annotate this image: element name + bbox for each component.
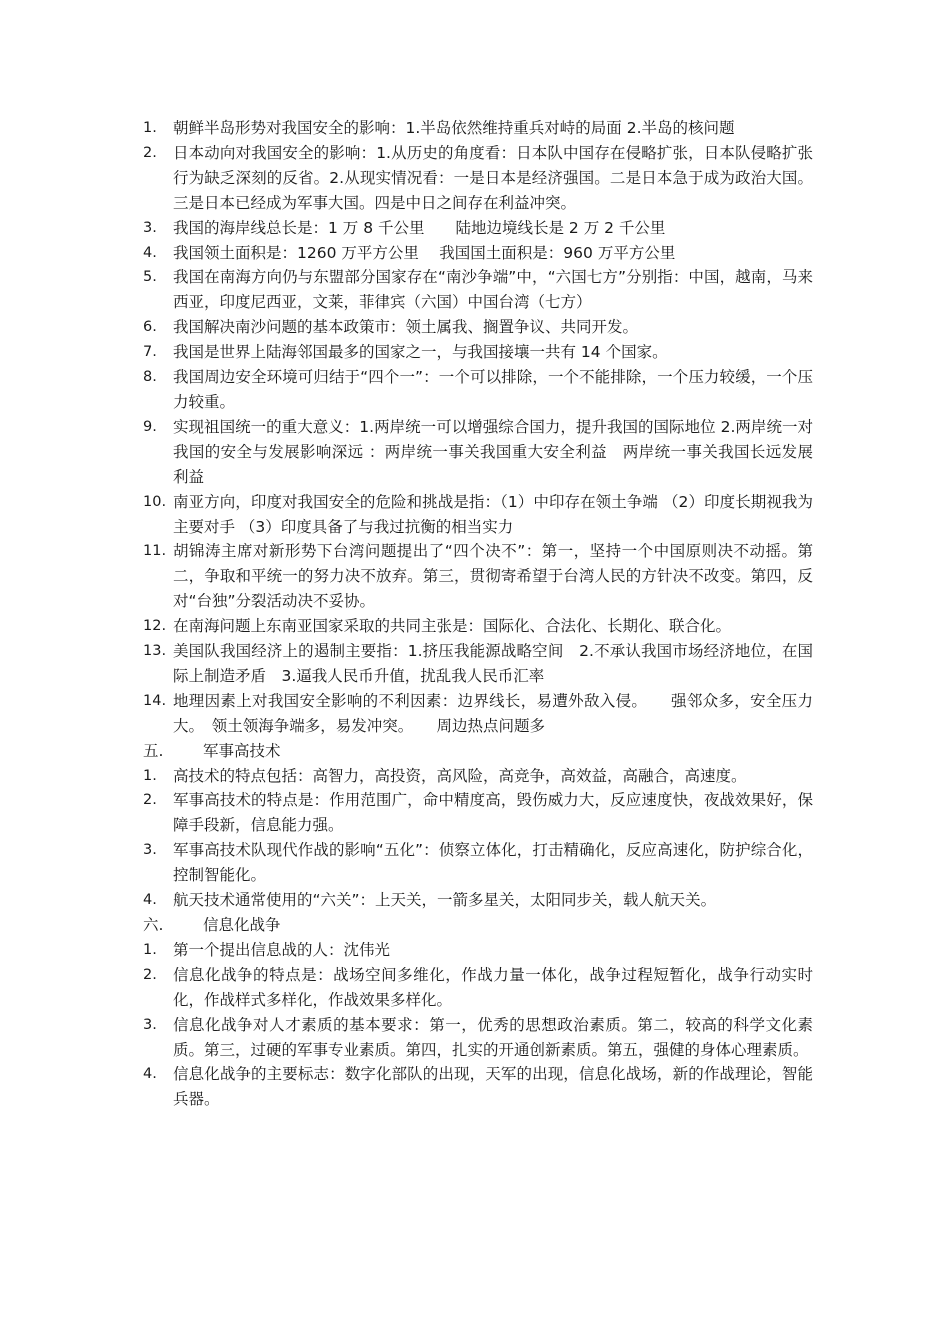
item-text: 信息化战争的特点是：战场空间多维化，作战力量一体化，战争过程短暂化，战争行动实时化，作战样式多样化，作战效果多样化。: [173, 965, 813, 1009]
item-number: 6.: [143, 319, 157, 336]
list-item: [143, 539, 813, 614]
item-text: 信息化战争的主要标志：数字化部队的出现，天军的出现，信息化战场，新的作战理论，智能兵器。: [173, 1065, 813, 1109]
item-number: 3.: [143, 842, 157, 859]
list-item: [143, 141, 813, 216]
item-number: 3.: [143, 219, 157, 236]
item-text: 高技术的特点包括：高智力，高投资，高风险，高竞争，高效益，高融合，高速度。: [173, 766, 747, 785]
item-number: 9.: [143, 418, 157, 435]
item-text: 我国的海岸线总长是：1 万 8 千公里 陆地边境线长是 2 万 2 千公里: [173, 218, 666, 237]
item-text: 南亚方向，印度对我国安全的危险和挑战是指：（1）中印存在领土争端 （2）印度长期视我为主要对手 （3）印度具备了与我过抗衡的相当实力: [173, 492, 813, 536]
item-number: 8.: [143, 369, 157, 386]
item-text: 我国周边安全环境可归结于“四个一”：一个可以排除，一个不能排除，一个压力较缓，一个压力较重。: [173, 368, 813, 411]
item-number: 4.: [143, 1066, 157, 1083]
item-text: 信息化战争对人才素质的基本要求：第一，优秀的思想政治素质。第二，较高的科学文化素质。第三，过硬的军事专业素质。第四，扎实的开通创新素质。第五，强健的身体心理素质。: [173, 1015, 813, 1059]
list-item: [143, 1062, 813, 1112]
item-number: 12.: [143, 618, 167, 635]
item-number: 1.: [143, 767, 157, 784]
item-text: 实现祖国统一的重大意义：1.两岸统一可以增强综合国力，提升我国的国际地位 2.两岸统一对我国的安全与发展影响深远 ：两岸统一事关我国重大安全利益 两岸统一事关我国长远发展利益: [173, 417, 813, 486]
list-item: [143, 938, 813, 963]
list-item: [143, 764, 813, 789]
item-number: 11.: [143, 543, 167, 560]
list-item: [143, 216, 813, 241]
list-item: [143, 788, 813, 838]
item-number: 4.: [143, 892, 157, 909]
item-number: 1.: [143, 941, 157, 958]
item-text: 朝鲜半岛形势对我国安全的影响：1.半岛依然维持重兵对峙的局面 2.半岛的核问题: [173, 119, 735, 137]
item-text: 美国队我国经济上的遏制主要指：1.挤压我能源战略空间 2.不承认我国市场经济地位，在国际上制造矛盾 3.逼我人民币升值，扰乱我人民币汇率: [173, 642, 813, 685]
item-number: 14.: [143, 692, 167, 709]
list-item: [143, 241, 813, 266]
list-item: [143, 490, 813, 540]
document-body: [143, 116, 813, 1112]
section-title: 军事高技术: [203, 741, 281, 760]
list-item: [143, 116, 813, 141]
item-number: 2.: [143, 144, 157, 161]
item-text: 在南海问题上东南亚国家采取的共同主张是：国际化、合法化、长期化、联合化。: [173, 617, 732, 636]
item-text: 军事高技术队现代作战的影响“五化”：侦察立体化，打击精确化，反应高速化，防护综合化，控制智能化。: [173, 841, 813, 885]
item-text: 我国在南海方向仍与东盟部分国家存在“南沙争端”中，“六国七方”分别指：中国，越南，马来西亚，印度尼西亚，文莱，菲律宾（六国）中国台湾（七方）: [173, 268, 813, 312]
list-item: [143, 614, 813, 639]
item-number: 10.: [143, 493, 167, 510]
list-item: [143, 265, 813, 315]
item-text: 第一个提出信息战的人：沈伟光: [173, 940, 391, 959]
section-number: 五.: [143, 741, 164, 760]
list-item: [143, 1013, 813, 1063]
item-text: 我国解决南沙问题的基本政策市：领土属我、搁置争议、共同开发。: [173, 318, 639, 337]
list-item: [143, 838, 813, 888]
section-title: 信息化战争: [203, 916, 281, 934]
list-item: [143, 689, 813, 739]
item-number: 3.: [143, 1016, 157, 1033]
item-text: 日本动向对我国安全的影响：1.从历史的角度看：日本队中国存在侵略扩张，日本队侵略扩张行为缺乏深刻的反省。2.从现实情况看：一是日本是经济强国。二是日本急于成为政治大国。三是日本已经成为军事大国。四是中日之间存在利益冲突。: [173, 143, 813, 212]
item-number: 4.: [143, 244, 157, 261]
list-item: [143, 639, 813, 689]
list-item: [143, 365, 813, 415]
item-number: 2.: [143, 792, 157, 809]
section-heading-six: [143, 913, 813, 938]
item-number: 13.: [143, 643, 167, 660]
item-text: 航天技术通常使用的“六关”：上天关，一箭多星关，太阳同步关，载人航天关。: [173, 891, 717, 910]
section-number: 六.: [143, 916, 164, 934]
item-text: 军事高技术的特点是：作用范围广，命中精度高，毁伤威力大，反应速度快，夜战效果好，保障手段新，信息能力强。: [173, 791, 813, 835]
item-number: 7.: [143, 344, 157, 361]
item-number: 1.: [143, 120, 157, 136]
list-item: [143, 963, 813, 1013]
list-item: [143, 888, 813, 913]
list-item: [143, 415, 813, 490]
item-text: 地理因素上对我国安全影响的不利因素：边界线长，易遭外敌入侵。 强邻众多，安全压力大。 领土领海争端多，易发冲突。 周边热点问题多: [173, 691, 813, 735]
item-number: 5.: [143, 269, 157, 286]
list-item: [143, 340, 813, 365]
item-text: 胡锦涛主席对新形势下台湾问题提出了“四个决不”：第一，坚持一个中国原则决不动摇。第二，争取和平统一的努力决不放弃。第三，贯彻寄希望于台湾人民的方针决不改变。第四，反对“台独”分裂活动决不妥协。: [173, 542, 813, 611]
section-heading-five: [143, 739, 813, 764]
list-item: [143, 315, 813, 340]
item-text: 我国是世界上陆海邻国最多的国家之一，与我国接壤一共有 14 个国家。: [173, 343, 668, 362]
item-text: 我国领土面积是：1260 万平方公里 我国国土面积是：960 万平方公里: [173, 243, 676, 262]
item-number: 2.: [143, 966, 157, 983]
